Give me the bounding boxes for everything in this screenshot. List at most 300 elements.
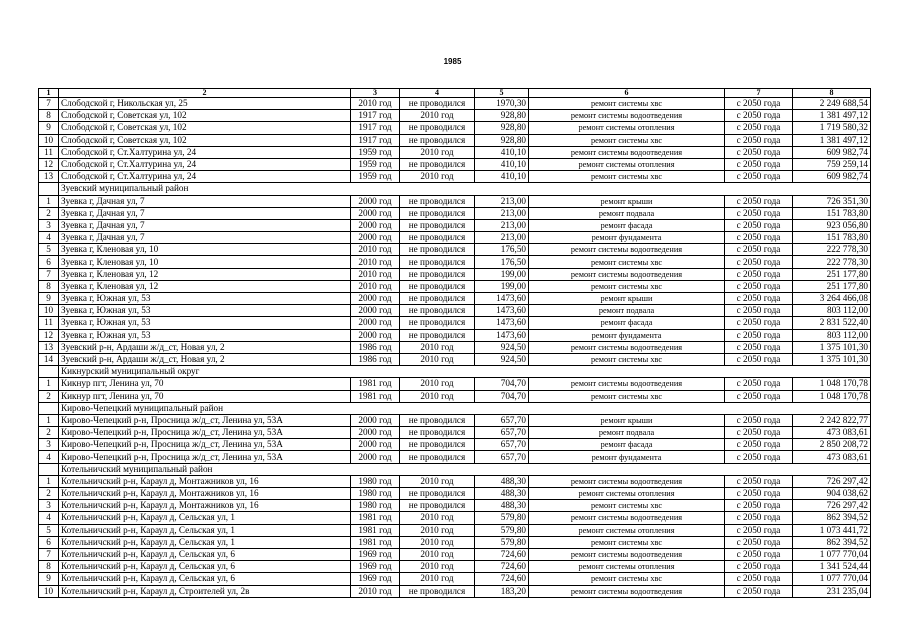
table-row [39,488,871,500]
period-cell: с 2050 года [725,232,793,244]
row-number: 4 [39,512,59,524]
work-type-cell: ремонт фундамента [529,232,725,244]
area-cell: 579,80 [475,512,529,524]
area-cell: 488,30 [475,488,529,500]
build-year-cell: 2000 год [351,317,400,329]
period-cell: с 2050 года [725,561,793,573]
last-repair-cell: 2010 год [400,561,475,573]
address-cell: Кирово-Чепецкий р-н, Просница ж/д_ст, Ленина ул, 53А [59,427,351,439]
address-cell: Зуевский р-н, Ардаши ж/д_ст, Новая ул, 2 [59,341,351,353]
build-year-cell: 2000 год [351,439,400,451]
address-cell: Зуевка г, Дачная ул, 7 [59,195,351,207]
period-cell: с 2050 года [725,329,793,341]
row-number: 12 [39,158,59,170]
address-cell: Зуевка г, Дачная ул, 7 [59,207,351,219]
row-number: 1 [39,195,59,207]
section-filler-cell [529,402,725,414]
work-type-cell: ремонт системы водоотведения [529,475,725,487]
section-filler-cell [475,402,529,414]
cost-cell: 1 375 101,30 [793,341,871,353]
work-type-cell: ремонт подвала [529,207,725,219]
address-cell: Зуевка г, Кленовая ул, 12 [59,280,351,292]
cost-cell: 1 077 770,04 [793,548,871,560]
address-cell: Зуевка г, Южная ул, 53 [59,317,351,329]
build-year-cell: 1981 год [351,512,400,524]
work-type-cell: ремонт фасада [529,219,725,231]
build-year-cell: 1980 год [351,475,400,487]
work-type-cell: ремонт системы отопления [529,488,725,500]
address-cell: Зуевка г, Кленовая ул, 10 [59,244,351,256]
cost-cell: 609 982,74 [793,171,871,183]
table-row [39,244,871,256]
cost-cell: 1 048 170,78 [793,390,871,402]
cost-cell: 759 259,14 [793,158,871,170]
table-row [39,256,871,268]
cost-cell: 862 394,52 [793,536,871,548]
table-row [39,524,871,536]
cost-cell: 222 778,30 [793,244,871,256]
last-repair-cell: не проводился [400,122,475,134]
work-type-cell: ремонт системы хвс [529,573,725,585]
table-row [39,317,871,329]
work-type-cell: ремонт фундамента [529,329,725,341]
period-cell: с 2050 года [725,317,793,329]
work-type-cell: ремонт системы водоотведения [529,512,725,524]
col-header-3: 3 [351,89,400,98]
last-repair-cell: не проводился [400,207,475,219]
area-cell: 928,80 [475,134,529,146]
address-cell: Зуевка г, Южная ул, 53 [59,293,351,305]
row-number: 4 [39,232,59,244]
address-cell: Зуевский р-н, Ардаши ж/д_ст, Новая ул, 2 [59,353,351,365]
build-year-cell: 1969 год [351,548,400,560]
cost-cell: 2 831 522,40 [793,317,871,329]
section-row [39,183,871,195]
area-cell: 199,00 [475,268,529,280]
col-header-5: 5 [475,89,529,98]
address-cell: Котельничский р-н, Караул д, Сельская ул, 1 [59,524,351,536]
table-row [39,195,871,207]
work-type-cell: ремонт системы водоотведения [529,110,725,122]
row-number: 8 [39,561,59,573]
last-repair-cell: 2010 год [400,171,475,183]
period-cell: с 2050 года [725,134,793,146]
work-type-cell: ремонт системы хвс [529,280,725,292]
last-repair-cell: 2010 год [400,548,475,560]
address-cell: Кирово-Чепецкий р-н, Просница ж/д_ст, Ленина ул, 53А [59,414,351,426]
area-cell: 176,50 [475,256,529,268]
build-year-cell: 2000 год [351,329,400,341]
section-filler-cell [475,463,529,475]
area-cell: 724,60 [475,573,529,585]
table-row [39,475,871,487]
area-cell: 213,00 [475,219,529,231]
area-cell: 1970,30 [475,98,529,110]
cost-cell: 2 850 208,72 [793,439,871,451]
period-cell: с 2050 года [725,427,793,439]
area-cell: 213,00 [475,232,529,244]
row-number: 14 [39,353,59,365]
last-repair-cell: не проводился [400,158,475,170]
period-cell: с 2050 года [725,488,793,500]
period-cell: с 2050 года [725,122,793,134]
table-row [39,536,871,548]
address-cell: Слободской г, Ст.Халтурина ул, 24 [59,171,351,183]
work-type-cell: ремонт подвала [529,427,725,439]
section-filler-cell [725,183,793,195]
last-repair-cell: не проводился [400,232,475,244]
last-repair-cell: 2010 год [400,390,475,402]
last-repair-cell: 2010 год [400,573,475,585]
build-year-cell: 1986 год [351,353,400,365]
row-number: 6 [39,536,59,548]
address-cell: Кикнур пгт, Ленина ул, 70 [59,390,351,402]
build-year-cell: 1981 год [351,524,400,536]
row-number: 13 [39,171,59,183]
area-cell: 1473,60 [475,293,529,305]
work-type-cell: ремонт фасада [529,317,725,329]
last-repair-cell: 2010 год [400,146,475,158]
address-cell: Котельничский р-н, Караул д, Монтажников ул, 16 [59,475,351,487]
address-cell: Слободской г, Советская ул, 102 [59,122,351,134]
col-header-2: 2 [59,89,351,98]
table-row [39,390,871,402]
row-number: 9 [39,122,59,134]
section-title: Кирово-Чепецкий муниципальный район [59,402,475,414]
section-filler-cell [725,463,793,475]
work-type-cell: ремонт системы хвс [529,134,725,146]
build-year-cell: 2000 год [351,427,400,439]
cost-cell: 2 242 822,77 [793,414,871,426]
table-row [39,414,871,426]
page-number: 1985 [443,57,462,66]
period-cell: с 2050 года [725,353,793,365]
table-row [39,353,871,365]
period-cell: с 2050 года [725,305,793,317]
table-row [39,500,871,512]
period-cell: с 2050 года [725,414,793,426]
period-cell: с 2050 года [725,207,793,219]
section-row [39,366,871,378]
address-cell: Котельничский р-н, Караул д, Сельская ул, 6 [59,573,351,585]
last-repair-cell: не проводился [400,585,475,597]
address-cell: Кикнур пгт, Ленина ул, 70 [59,378,351,390]
table-row [39,451,871,463]
work-type-cell: ремонт крыши [529,195,725,207]
address-cell: Котельничский р-н, Караул д, Монтажников ул, 16 [59,500,351,512]
period-cell: с 2050 года [725,341,793,353]
last-repair-cell: не проводился [400,451,475,463]
area-cell: 924,50 [475,341,529,353]
work-type-cell: ремонт системы хвс [529,353,725,365]
address-cell: Слободской г, Ст.Халтурина ул, 24 [59,158,351,170]
area-cell: 657,70 [475,439,529,451]
work-type-cell: ремонт крыши [529,414,725,426]
table-row [39,98,871,110]
build-year-cell: 2000 год [351,207,400,219]
last-repair-cell: не проводился [400,256,475,268]
last-repair-cell: не проводился [400,427,475,439]
section-filler-cell [725,366,793,378]
section-filler-cell [529,366,725,378]
build-year-cell: 2010 год [351,98,400,110]
row-number: 7 [39,268,59,280]
section-number-cell [39,402,59,414]
period-cell: с 2050 года [725,390,793,402]
table-row [39,305,871,317]
build-year-cell: 1986 год [351,341,400,353]
area-cell: 410,10 [475,146,529,158]
row-number: 1 [39,378,59,390]
section-filler-cell [529,183,725,195]
table-row [39,329,871,341]
table-row [39,573,871,585]
area-cell: 928,80 [475,122,529,134]
table-row [39,378,871,390]
cost-cell: 473 083,61 [793,427,871,439]
work-type-cell: ремонт системы хвс [529,536,725,548]
last-repair-cell: не проводился [400,195,475,207]
row-number: 7 [39,548,59,560]
period-cell: с 2050 года [725,536,793,548]
area-cell: 199,00 [475,280,529,292]
table-row [39,280,871,292]
cost-cell: 151 783,80 [793,207,871,219]
last-repair-cell: 2010 год [400,512,475,524]
period-cell: с 2050 года [725,451,793,463]
address-cell: Зуевка г, Кленовая ул, 12 [59,268,351,280]
build-year-cell: 1981 год [351,536,400,548]
table-row [39,122,871,134]
build-year-cell: 1959 год [351,171,400,183]
table-row [39,232,871,244]
build-year-cell: 2000 год [351,305,400,317]
row-number: 10 [39,134,59,146]
work-type-cell: ремонт системы водоотведения [529,268,725,280]
section-number-cell [39,463,59,475]
build-year-cell: 1917 год [351,134,400,146]
table-row [39,146,871,158]
area-cell: 657,70 [475,451,529,463]
cost-cell: 1 375 101,30 [793,353,871,365]
last-repair-cell: не проводился [400,439,475,451]
build-year-cell: 1981 год [351,390,400,402]
table-row [39,439,871,451]
area-cell: 724,60 [475,561,529,573]
address-cell: Зуевка г, Дачная ул, 7 [59,219,351,231]
work-type-cell: ремонт системы водоотведения [529,548,725,560]
col-header-7: 7 [725,89,793,98]
row-number: 13 [39,341,59,353]
table-row [39,512,871,524]
work-type-cell: ремонт фундамента [529,451,725,463]
table-row [39,134,871,146]
address-cell: Зуевка г, Южная ул, 53 [59,329,351,341]
last-repair-cell: не проводился [400,244,475,256]
row-number: 7 [39,98,59,110]
row-number: 2 [39,207,59,219]
section-filler-cell [793,402,871,414]
row-number: 3 [39,219,59,231]
cost-cell: 726 297,42 [793,500,871,512]
period-cell: с 2050 года [725,268,793,280]
row-number: 10 [39,305,59,317]
row-number: 2 [39,488,59,500]
col-header-1: 1 [39,89,59,98]
build-year-cell: 2010 год [351,280,400,292]
section-filler-cell [475,183,529,195]
period-cell: с 2050 года [725,500,793,512]
work-type-cell: ремонт подвала [529,305,725,317]
work-type-cell: ремонт фасада [529,439,725,451]
last-repair-cell: не проводился [400,305,475,317]
table-row [39,341,871,353]
last-repair-cell: 2010 год [400,341,475,353]
build-year-cell: 1917 год [351,110,400,122]
last-repair-cell: 2010 год [400,353,475,365]
build-year-cell: 2010 год [351,244,400,256]
area-cell: 183,20 [475,585,529,597]
col-header-8: 8 [793,89,871,98]
cost-cell: 803 112,00 [793,305,871,317]
address-cell: Слободской г, Советская ул, 102 [59,134,351,146]
last-repair-cell: 2010 год [400,378,475,390]
section-filler-cell [529,463,725,475]
period-cell: с 2050 года [725,98,793,110]
last-repair-cell: не проводился [400,268,475,280]
area-cell: 704,70 [475,378,529,390]
period-cell: с 2050 года [725,110,793,122]
section-filler-cell [475,366,529,378]
last-repair-cell: не проводился [400,329,475,341]
area-cell: 1473,60 [475,305,529,317]
period-cell: с 2050 года [725,439,793,451]
work-type-cell: ремонт системы водоотведения [529,378,725,390]
build-year-cell: 2010 год [351,268,400,280]
build-year-cell: 1980 год [351,488,400,500]
area-cell: 488,30 [475,475,529,487]
build-year-cell: 1917 год [351,122,400,134]
build-year-cell: 2000 год [351,293,400,305]
row-number: 2 [39,427,59,439]
build-year-cell: 1969 год [351,561,400,573]
area-cell: 928,80 [475,110,529,122]
address-cell: Зуевка г, Дачная ул, 7 [59,232,351,244]
table-row [39,207,871,219]
work-type-cell: ремонт крыши [529,293,725,305]
work-type-cell: ремонт системы водоотведения [529,146,725,158]
cost-cell: 1 341 524,44 [793,561,871,573]
cost-cell: 1 381 497,12 [793,134,871,146]
table-row [39,293,871,305]
row-number: 6 [39,256,59,268]
build-year-cell: 2010 год [351,585,400,597]
area-cell: 579,80 [475,524,529,536]
table-row [39,219,871,231]
section-row [39,463,871,475]
build-year-cell: 2000 год [351,195,400,207]
row-number: 8 [39,110,59,122]
work-type-cell: ремонт системы хвс [529,500,725,512]
cost-cell: 151 783,80 [793,232,871,244]
cost-cell: 726 351,30 [793,195,871,207]
cost-cell: 1 077 770,04 [793,573,871,585]
build-year-cell: 2000 год [351,414,400,426]
address-cell: Слободской г, Ст.Халтурина ул, 24 [59,146,351,158]
period-cell: с 2050 года [725,548,793,560]
address-cell: Кирово-Чепецкий р-н, Просница ж/д_ст, Ленина ул, 53А [59,451,351,463]
cost-cell: 1 073 441,72 [793,524,871,536]
col-header-4: 4 [400,89,475,98]
address-cell: Котельничский р-н, Караул д, Строителей ул, 2в [59,585,351,597]
build-year-cell: 1959 год [351,146,400,158]
area-cell: 410,10 [475,171,529,183]
period-cell: с 2050 года [725,512,793,524]
address-cell: Котельничский р-н, Караул д, Сельская ул, 6 [59,548,351,560]
section-filler-cell [793,183,871,195]
row-number: 10 [39,585,59,597]
row-number: 9 [39,293,59,305]
row-number: 3 [39,500,59,512]
work-type-cell: ремонт системы отопления [529,561,725,573]
work-type-cell: ремонт системы хвс [529,256,725,268]
row-number: 2 [39,390,59,402]
table-row [39,585,871,597]
row-number: 11 [39,146,59,158]
build-year-cell: 2010 год [351,256,400,268]
area-cell: 924,50 [475,353,529,365]
period-cell: с 2050 года [725,585,793,597]
table-row [39,158,871,170]
row-number: 9 [39,573,59,585]
work-type-cell: ремонт системы хвс [529,98,725,110]
build-year-cell: 1969 год [351,573,400,585]
address-cell: Слободской г, Советская ул, 102 [59,110,351,122]
area-cell: 176,50 [475,244,529,256]
area-cell: 213,00 [475,195,529,207]
address-cell: Котельничский р-н, Караул д, Сельская ул, 6 [59,561,351,573]
row-number: 5 [39,244,59,256]
work-type-cell: ремонт системы хвс [529,171,725,183]
address-cell: Зуевка г, Южная ул, 53 [59,305,351,317]
period-cell: с 2050 года [725,293,793,305]
last-repair-cell: не проводился [400,134,475,146]
work-type-cell: ремонт системы хвс [529,390,725,402]
period-cell: с 2050 года [725,171,793,183]
work-type-cell: ремонт системы отопления [529,524,725,536]
section-number-cell [39,183,59,195]
work-type-cell: ремонт системы отопления [529,122,725,134]
last-repair-cell: 2010 год [400,475,475,487]
work-type-cell: ремонт системы водоотведения [529,585,725,597]
area-cell: 1473,60 [475,317,529,329]
row-number: 5 [39,524,59,536]
address-cell: Зуевка г, Кленовая ул, 10 [59,256,351,268]
period-cell: с 2050 года [725,256,793,268]
address-cell: Слободской г, Никольская ул, 25 [59,98,351,110]
last-repair-cell: не проводился [400,317,475,329]
table-row [39,427,871,439]
area-cell: 657,70 [475,414,529,426]
work-type-cell: ремонт системы водоотведения [529,341,725,353]
build-year-cell: 2000 год [351,232,400,244]
period-cell: с 2050 года [725,475,793,487]
address-cell: Котельничский р-н, Караул д, Монтажников ул, 16 [59,488,351,500]
row-number: 12 [39,329,59,341]
section-title: Зуевский муниципальный район [59,183,475,195]
table-body [39,89,871,598]
last-repair-cell: не проводился [400,280,475,292]
